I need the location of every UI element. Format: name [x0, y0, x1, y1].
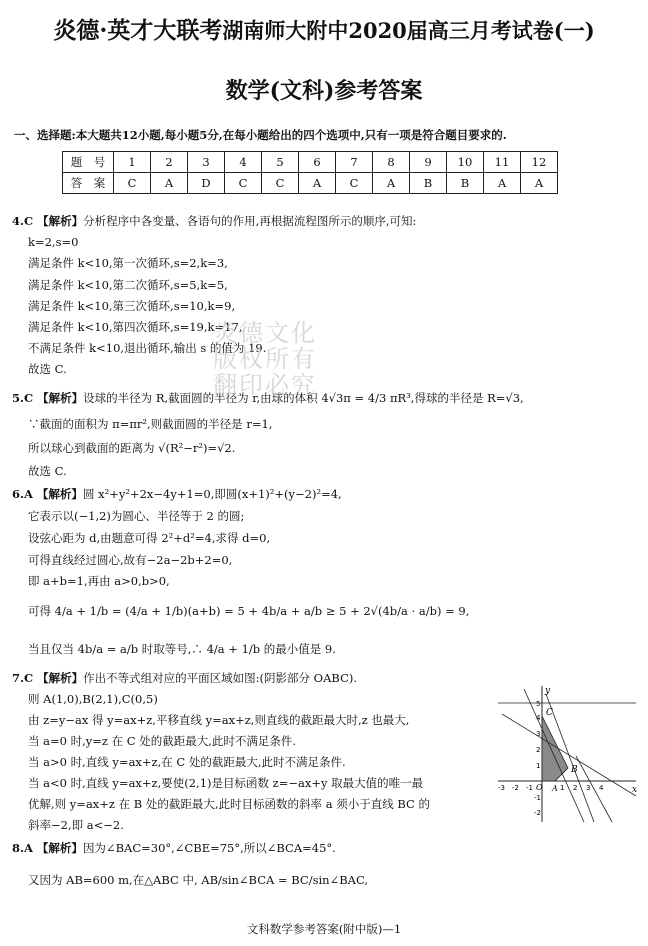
- page-subtitle: 数学(文科)参考答案: [225, 78, 423, 104]
- q8-tag: 8.A 【解析】: [12, 841, 83, 855]
- q4-line: [12, 214, 416, 228]
- table-row: [63, 152, 558, 173]
- q7-line: 由 z=y−ax 得 y=ax+z,平移直线 y=ax+z,则直线的截距最大时,z 也最大,: [28, 713, 410, 727]
- q5-line: 故选 C.: [28, 464, 67, 478]
- answer-cell: A: [151, 173, 188, 194]
- tick-x: 2: [573, 784, 578, 792]
- q7-line: 当 a>0 时,直线 y=ax+z,在 C 处的截距最大,此时不满足条件.: [28, 755, 346, 769]
- q6-line: 当且仅当 4b/a = a/b 时取等号,∴ 4/a + 1/b 的最小值是 9.: [28, 642, 336, 656]
- q8-line: [12, 841, 336, 855]
- q4-text: 分析程序中各变量、各语句的作用,再根据流程图所示的顺序,可知:: [83, 214, 417, 228]
- question-number: 3: [188, 152, 225, 173]
- question-number: 11: [484, 152, 521, 173]
- question-number: 4: [225, 152, 262, 173]
- answer-cell: A: [484, 173, 521, 194]
- line-bc: [524, 689, 584, 822]
- question-number: 9: [410, 152, 447, 173]
- watermark: [205, 320, 325, 398]
- q7-line: [12, 671, 357, 685]
- q5-line: 所以球心到截面的距离为 √(R²−r²)=√2.: [28, 441, 236, 455]
- q4-line: 满足条件 k<10,第四次循环,s=19,k=17,: [28, 320, 243, 334]
- q8-text: 因为∠BAC=30°,∠CBE=75°,所以∠BCA=45°.: [82, 841, 336, 855]
- answer-cell: C: [336, 173, 373, 194]
- q6-line: [12, 487, 342, 501]
- tick-y: -2: [534, 809, 541, 817]
- q6-line: 可得 4/a + 1/b = (4/a + 1/b)(a+b) = 5 + 4b/a + a/b ≥ 5 + 2√(4b/a · a/b) = 9,: [28, 604, 470, 618]
- tick-y: 4: [536, 714, 541, 722]
- q7-tag: 7.C 【解析】: [12, 671, 84, 685]
- page-header: [0, 12, 648, 45]
- watermark-line: 炎德文化: [213, 319, 317, 347]
- section-heading: 一、选择题:本大题共12小题,每小题5分,在每小题给出的四个选项中,只有一项是符合题目要求的.: [14, 128, 507, 142]
- answer-cell: C: [114, 173, 151, 194]
- region-graph: [494, 684, 640, 824]
- question-number: 5: [262, 152, 299, 173]
- header-title: 湖南师大附中2020届高三月考试卷(一): [222, 18, 595, 43]
- x-label: x: [632, 785, 638, 795]
- q6-line: 设弦心距为 d,由题意可得 2²+d²=4,求得 d=0,: [28, 531, 271, 545]
- q4-line: 满足条件 k<10,第一次循环,s=2,k=3,: [28, 256, 228, 270]
- q7-line: 优解,则 y=ax+z 在 B 处的截距最大,此时目标函数的斜率 a 须小于直线 BC 的: [28, 797, 430, 811]
- question-number: 7: [336, 152, 373, 173]
- q6-line: 它表示以(−1,2)为圆心、半径等于 2 的圆;: [28, 509, 245, 523]
- y-label: y: [545, 686, 551, 696]
- answer-cell: D: [188, 173, 225, 194]
- q4-line: 满足条件 k<10,第三次循环,s=10,k=9,: [28, 299, 236, 313]
- q4-tag: 4.C 【解析】: [12, 214, 84, 228]
- answer-cell: C: [262, 173, 299, 194]
- answer-cell: A: [299, 173, 336, 194]
- q7-line: 当 a<0 时,直线 y=ax+z,要使(2,1)是目标函数 z=−ax+y 取最大值的唯一最: [28, 776, 424, 790]
- row-label: 题 号: [63, 152, 114, 173]
- q6-tag: 6.A 【解析】: [12, 487, 83, 501]
- q4-line: 不满足条件 k<10,退出循环,输出 s 的值为 19.: [28, 341, 267, 355]
- question-number: 12: [521, 152, 558, 173]
- tick-x: 4: [599, 784, 604, 792]
- question-number: 10: [447, 152, 484, 173]
- q5-line: ∵截面的面积为 π=πr²,则截面圆的半径是 r=1,: [28, 417, 273, 431]
- header-brand: 炎德·英才大联考: [53, 17, 223, 44]
- tick-y: -1: [534, 794, 541, 802]
- answer-cell: B: [410, 173, 447, 194]
- q7-text: 作出不等式组对应的平面区域如图:(阴影部分 OABC).: [83, 671, 358, 685]
- tick-x: -2: [512, 784, 519, 792]
- q6-line: 可得直线经过圆心,故有−2a−2b+2=0,: [28, 553, 233, 567]
- q7-line: 当 a=0 时,y=z 在 C 处的截距最大,此时不满足条件.: [28, 734, 297, 748]
- question-number: 8: [373, 152, 410, 173]
- q7-line: 则 A(1,0),B(2,1),C(0,5): [28, 692, 158, 706]
- question-number: 2: [151, 152, 188, 173]
- label-a: A: [552, 784, 558, 793]
- label-b: B: [571, 765, 578, 775]
- watermark-line: 翻印必究: [213, 371, 317, 399]
- tick-x: 3: [586, 784, 591, 792]
- q7-line: 斜率−2,即 a<−2.: [28, 818, 124, 832]
- tick-y: 5: [536, 700, 541, 708]
- tick-x: -3: [498, 784, 505, 792]
- answer-table: [62, 151, 558, 194]
- q5-tag: 5.C 【解析】: [12, 391, 84, 405]
- tick-y: 1: [536, 762, 541, 770]
- label-c: C: [546, 708, 553, 718]
- answer-cell: C: [225, 173, 262, 194]
- question-number: 1: [114, 152, 151, 173]
- tick-y: 3: [536, 730, 541, 738]
- label-o: O: [536, 783, 543, 792]
- tick-x: -1: [526, 784, 533, 792]
- question-number: 6: [299, 152, 336, 173]
- tick-y: 2: [536, 746, 541, 754]
- tick-x: 1: [560, 784, 565, 792]
- q4-line: 满足条件 k<10,第二次循环,s=5,k=5,: [28, 278, 228, 292]
- q6-line: 即 a+b=1,再由 a>0,b>0,: [28, 574, 170, 588]
- answer-cell: B: [447, 173, 484, 194]
- watermark-line: 版权所有: [213, 345, 317, 373]
- q8-line: 又因为 AB=600 m,在△ABC 中, AB/sin∠BCA = BC/sin∠BAC,: [28, 873, 369, 887]
- page-footer: 文科数学参考答案(附中版)—1: [246, 922, 402, 936]
- q4-line: k=2,s=0: [28, 235, 79, 249]
- q5-text: 设球的半径为 R,截面圆的半径为 r,由球的体积 4√3π = 4/3 πR³,得球的半径是 R=√3,: [83, 391, 524, 405]
- row-label: 答 案: [63, 173, 114, 194]
- shaded-region: [542, 716, 568, 781]
- q6-text: 圆 x²+y²+2x−4y+1=0,即圆(x+1)²+(y−2)²=4,: [82, 487, 342, 501]
- answer-cell: A: [373, 173, 410, 194]
- table-row: [63, 173, 558, 194]
- answer-cell: A: [521, 173, 558, 194]
- q4-line: 故选 C.: [28, 362, 67, 376]
